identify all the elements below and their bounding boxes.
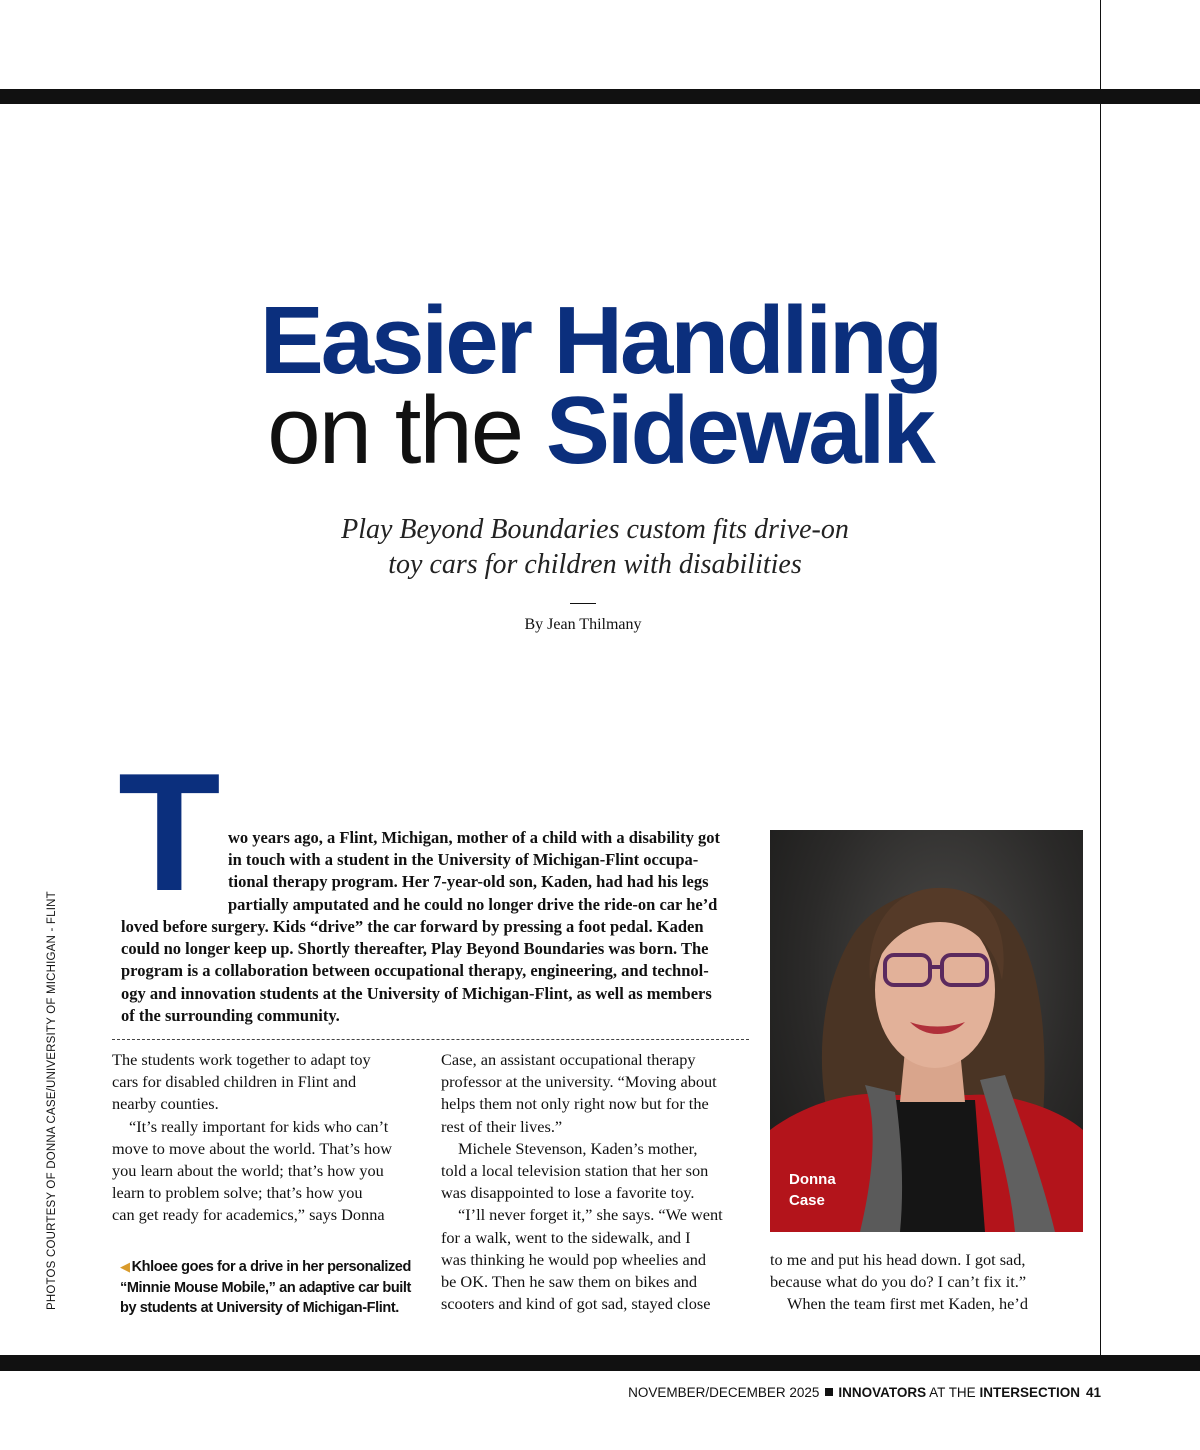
headline — [0, 287, 1200, 484]
footer-at-the: AT THE — [926, 1385, 980, 1400]
caption-line — [120, 1257, 430, 1278]
body-line: learn to problem solve; that’s how you — [112, 1183, 363, 1203]
footer-square-icon — [825, 1388, 833, 1396]
lead-line: could no longer keep up. Shortly thereafter, Play Beyond Boundaries was born. The — [121, 939, 709, 959]
portrait-label-line: Donna — [789, 1171, 836, 1188]
body-line: told a local television station that her son — [441, 1160, 709, 1180]
body-column-2 — [441, 1049, 723, 1315]
top-rule — [0, 89, 1200, 104]
deck-subtitle — [300, 512, 890, 582]
body-line: rest of their lives.” — [441, 1116, 563, 1136]
lead-line: wo years ago, a Flint, Michigan, mother of a child with a disability got — [228, 828, 720, 847]
lead-line: in touch with a student in the University of Michigan-Flint occupa- — [228, 850, 699, 870]
footer-intersection: INTERSECTION — [979, 1385, 1080, 1400]
body-line: nearby counties. — [112, 1094, 219, 1114]
body-line: scooters and kind of got sad, stayed close — [441, 1294, 711, 1314]
body-column-3 — [770, 1249, 1028, 1316]
page-number: 41 — [1085, 1385, 1101, 1400]
portrait-label — [789, 1169, 836, 1211]
page-edge-line — [1100, 0, 1101, 1362]
body-line: was disappointed to lose a favorite toy. — [441, 1183, 695, 1203]
lead-line: tional therapy program. Her 7-year-old son, Kaden, had had his legs — [228, 872, 709, 892]
byline-divider — [570, 603, 596, 604]
lead-paragraph-full — [121, 916, 712, 1027]
subtitle-line: Play Beyond Boundaries custom fits drive-on — [341, 514, 849, 545]
caption-line: “Minnie Mouse Mobile,” an adaptive car built — [120, 1279, 411, 1296]
body-line: cars for disabled children in Flint and — [112, 1072, 357, 1092]
body-line: Michele Stevenson, Kaden’s mother, — [458, 1138, 698, 1158]
caption-line: by students at University of Michigan-Flint. — [120, 1300, 399, 1316]
dashed-divider — [112, 1039, 749, 1040]
body-line: you learn about the world; that’s how you — [112, 1160, 384, 1180]
body-line: was thinking he would pop wheelies and — [441, 1249, 706, 1269]
lead-line: ogy and innovation students at the University of Michigan-Flint, as well as members — [121, 983, 712, 1003]
bottom-rule — [0, 1355, 1200, 1371]
lead-line: of the surrounding community. — [121, 1005, 340, 1025]
body-line: can get ready for academics,” says Donna — [112, 1205, 385, 1225]
photo-credit: PHOTOS COURTESY OF DONNA CASE/UNIVERSITY OF MICHIGAN - FLINT — [46, 891, 58, 1310]
footer-innovators: INNOVATORS — [838, 1385, 927, 1400]
body-line: professor at the university. “Moving about — [441, 1072, 717, 1092]
body-line: “It’s really important for kids who can’t — [129, 1116, 389, 1136]
body-line: be OK. Then he saw them on bikes and — [441, 1271, 698, 1291]
lead-line: loved before surgery. Kids “drive” the car forward by pressing a foot pedal. Kaden — [121, 917, 704, 936]
body-line: When the team first met Kaden, he’d — [787, 1294, 1028, 1314]
footer-issue: NOVEMBER/DECEMBER 2025 — [628, 1385, 820, 1400]
drop-cap: T — [118, 738, 221, 926]
headline-line-1: Easier Handling — [259, 287, 941, 394]
body-line: because what do you do? I can’t fix it.” — [770, 1272, 1027, 1292]
headline-light-part: on the — [267, 377, 523, 484]
headline-line-2 — [0, 377, 1200, 484]
caption-text: Khloee goes for a drive in her personalized — [131, 1259, 411, 1275]
body-line: helps them not only right now but for the — [441, 1094, 709, 1114]
lead-line: program is a collaboration between occupational therapy, engineering, and technol- — [121, 961, 709, 981]
byline: By Jean Thilmany — [524, 616, 642, 633]
headline-bold-part: Sidewalk — [545, 377, 933, 484]
body-line: to me and put his head down. I got sad, — [770, 1250, 1026, 1269]
body-line: for a walk, went to the sidewalk, and I — [441, 1227, 691, 1247]
body-line: “I’ll never forget it,” she says. “We went — [458, 1205, 723, 1225]
lead-paragraph-indented — [228, 827, 720, 916]
lead-line: partially amputated and he could no longer drive the ride-on car he’d — [228, 894, 718, 914]
body-line: Case, an assistant occupational therapy — [441, 1050, 696, 1069]
body-column-1 — [112, 1049, 392, 1227]
body-line: The students work together to adapt toy — [112, 1050, 371, 1069]
body-line: move to move about the world. That’s how — [112, 1138, 393, 1158]
portrait-label-line: Case — [789, 1192, 825, 1209]
page-footer — [628, 1385, 1101, 1400]
photo-caption — [120, 1257, 430, 1319]
caption-arrow-icon: ◀ — [120, 1259, 130, 1274]
subtitle-line: toy cars for children with disabilities — [388, 549, 802, 580]
